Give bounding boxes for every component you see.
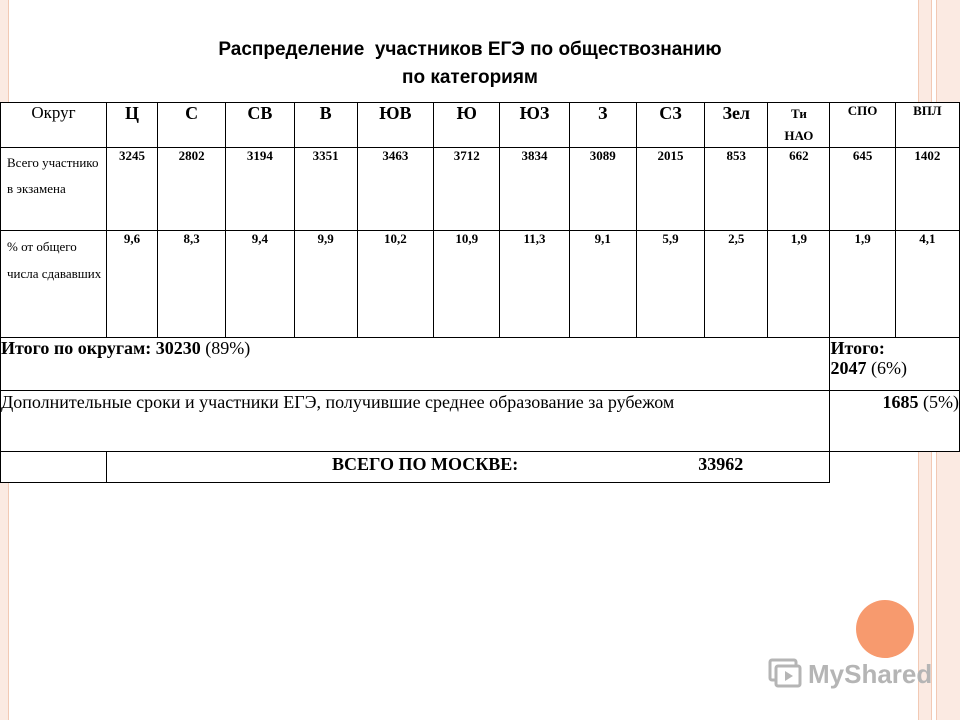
page-title <box>120 36 820 92</box>
participants-cell: 3712 <box>434 148 500 231</box>
grand-total-cell <box>106 452 830 483</box>
grand-total-blank <box>1 452 107 483</box>
additional-label: Дополнительные сроки и участники ЕГЭ, получившие среднее образование за рубежом <box>1 391 830 452</box>
grand-total-empty <box>830 452 960 483</box>
distribution-table <box>0 102 960 483</box>
header-col: СПО <box>830 103 895 148</box>
percent-cell: 11,3 <box>500 231 569 338</box>
participants-cell: 3351 <box>294 148 357 231</box>
percent-row <box>1 231 960 338</box>
participants-cell: 3463 <box>357 148 433 231</box>
percent-cell: 8,3 <box>157 231 225 338</box>
grand-total-value: 33962 <box>698 454 744 474</box>
watermark-text: MyShared <box>808 658 933 689</box>
percent-cell: 9,9 <box>294 231 357 338</box>
total-other-cell <box>830 338 960 391</box>
percent-label: % от общего числа сдававших <box>1 231 107 338</box>
header-col: Зел <box>705 103 768 148</box>
grand-total-label: ВСЕГО ПО МОСКВЕ: <box>331 454 519 474</box>
participants-row <box>1 148 960 231</box>
percent-cell: 9,4 <box>226 231 294 338</box>
header-col: С <box>157 103 225 148</box>
header-col: З <box>569 103 636 148</box>
additional-value-cell <box>830 391 960 452</box>
participants-cell: 645 <box>830 148 895 231</box>
percent-cell: 9,6 <box>106 231 157 338</box>
percent-cell: 9,1 <box>569 231 636 338</box>
percent-cell: 10,9 <box>434 231 500 338</box>
participants-cell: 3089 <box>569 148 636 231</box>
header-row <box>1 103 960 148</box>
total-districts-cell <box>1 338 830 391</box>
additional-value: 1685 <box>882 392 919 412</box>
total-districts-value: 30230 <box>155 338 201 358</box>
grand-total-row <box>1 452 960 483</box>
title-line-1: Распределение участников ЕГЭ по обществознанию <box>218 39 722 60</box>
percent-cell: 5,9 <box>636 231 704 338</box>
header-col: ВПЛ <box>895 103 959 148</box>
participants-cell: 1402 <box>895 148 959 231</box>
participants-cell: 3834 <box>500 148 569 231</box>
header-col: СЗ <box>636 103 704 148</box>
header-col: ЮЗ <box>500 103 569 148</box>
total-districts-percent: (89%) <box>205 338 251 358</box>
header-col: СВ <box>226 103 294 148</box>
percent-cell: 2,5 <box>705 231 768 338</box>
total-districts-label: Итого по округам: <box>1 338 152 358</box>
additional-row <box>1 391 960 452</box>
title-line-2: по категориям <box>401 67 538 88</box>
total-other-value: 2047 <box>830 358 867 378</box>
additional-percent: (5%) <box>923 392 959 412</box>
participants-cell: 3194 <box>226 148 294 231</box>
header-col: Ти НАО <box>768 103 830 148</box>
participants-cell: 2015 <box>636 148 704 231</box>
header-col: Ю <box>434 103 500 148</box>
participants-cell: 3245 <box>106 148 157 231</box>
presentation-icon <box>768 658 802 690</box>
total-other-percent: (6%) <box>870 358 907 378</box>
percent-cell: 1,9 <box>830 231 895 338</box>
totals-row <box>1 338 960 391</box>
participants-cell: 853 <box>705 148 768 231</box>
participants-cell: 2802 <box>157 148 225 231</box>
total-other-label: Итого: <box>830 338 885 358</box>
participants-cell: 662 <box>768 148 830 231</box>
header-okrug: Округ <box>1 103 107 148</box>
percent-cell: 1,9 <box>768 231 830 338</box>
watermark <box>768 656 932 692</box>
header-col: ЮВ <box>357 103 433 148</box>
header-col: Ц <box>106 103 157 148</box>
orange-circle-decoration <box>856 600 914 658</box>
header-col: В <box>294 103 357 148</box>
percent-cell: 4,1 <box>895 231 959 338</box>
percent-cell: 10,2 <box>357 231 433 338</box>
participants-label: Всего участнико в экзамена <box>1 148 107 231</box>
